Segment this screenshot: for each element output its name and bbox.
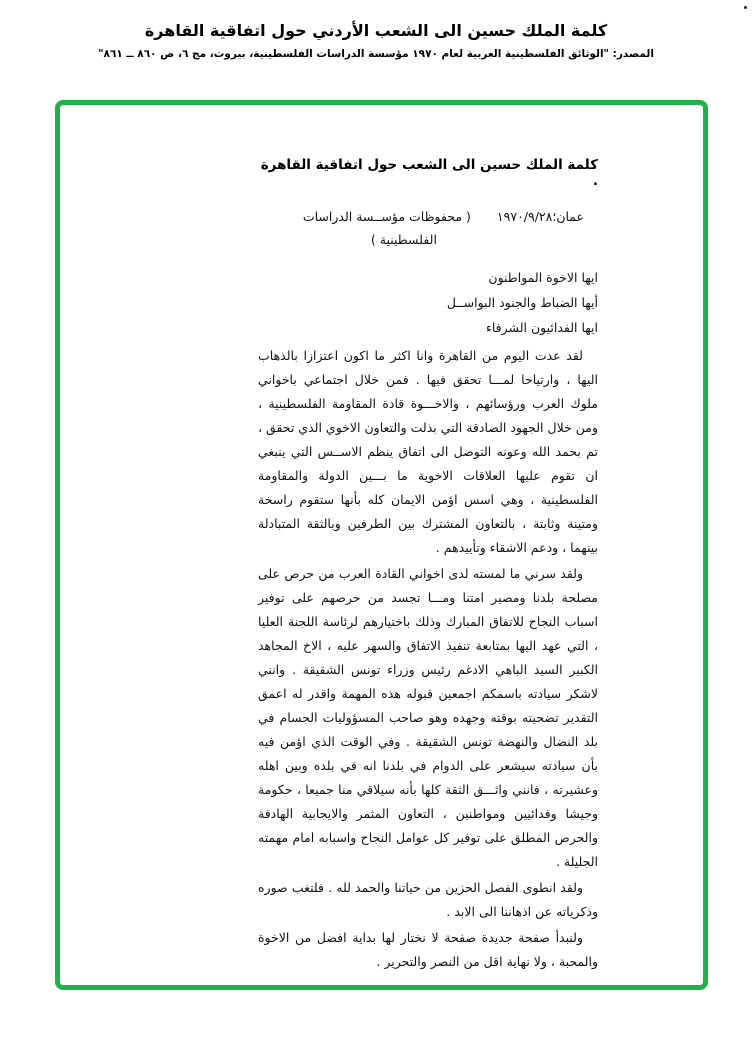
body-paragraph: ولنبدأ صفحة جديدة صفحة لا نختار لها بداية افضل من الاخوة والمحبة ، ولا نهاية اقل من النصر والتحرير . xyxy=(258,930,598,969)
salutations xyxy=(258,265,598,340)
body-paragraph: ولقد انطوى الفصل الحزين من حياتنا والحمد لله . فلتغب صوره وذكرياته عن اذهاننا الى الابد . xyxy=(258,880,598,919)
document-frame xyxy=(55,100,708,990)
body-paragraph: ولقد سرني ما لمسته لدى اخواني القادة العرب من حرص على مصلحة بلدنا ومصير امتنا ومـــا تجسد من حرصهم على توفير اسباب النجاح للاتفاق المبارك وذلك باختيارهم لرئاسة اللجنة العليا ، التي عهد اليها بمتابعة تنفيذ الاتفاق والسهر عليه ، الاخ المجاهد الكبير السيد الباهي الادغم رئيس وزراء تونس الشقيقة . وانني لاشكر سيادته باسمكم اجمعين قبوله هذه المهمة واقدر له اعمق التقدير تضحيته بوقته وجهده وهو صاحب المسؤوليات الجسام في بلد النضال والنهضة تونس الشقيقة . وفي الوقت الذي اؤمن فيه بأن سيادته سيشعر على الدوام في بلدنا انه في بلده وبين اهله وعشيرته ، فانني واثـــق الثقة كلها بأنه سيلاقي منا جميعا ، حكومة وجيشا وفدائيين ومواطنين ، التعاون المثمر والايجابية الهادفة والحرص المطلق على توفير كل عوامل النجاح واسبابه امام مهمته الجليلة . xyxy=(258,566,598,869)
source-line: المصدر: "الوثائق الفلسطينية العربية لعام ١٩٧٠ مؤسسة الدراسات الفلسطينية، بيروت، مج ٦، ص ٨٦٠ ــ ٨٦١" xyxy=(98,48,654,60)
scan-artifact-dot xyxy=(744,6,747,9)
dateline: عمان؛١٩٧٠/٩/٢٨ xyxy=(496,209,584,224)
archive-note-line2: الفلسطينية ) xyxy=(370,232,437,247)
salutation-line: ايها الاخوة المواطنون xyxy=(488,270,598,285)
salutation-line: أيها الضباط والجنود البواســل xyxy=(446,295,598,310)
document-content xyxy=(258,157,598,990)
salutation-line: ايها الفدائيون الشرفاء xyxy=(486,320,598,335)
body-paragraph: لقد عدت اليوم من القاهرة وانا اكثر ما اكون اعتزازا بالذهاب اليها ، وارتياحا لمـــا تحقق فيها . فمن خلال اجتماعي باخواني ملوك العرب ورؤسائهم ، والاخـــوة قادة المقاومة الفلسطينية ، ومن خلال الجهود الصادقة التي بذلت والتعاون الاخوي الذي تحقق ، تم بحمد الله وعونه التوصل الى اتفاق ينظم الاســس التي ينبغي ان تقوم عليها العلاقات الاخوية ما بـــين الدولة والمقاومة الفلسطينية ، وهي اسس اؤمن الايمان كله بأنها ستقوم راسخة ومتينة وثابتة ، بالتعاون المشترك بين الطرفين وبالثقة المتبادلة بينهما ، ودعم الاشقاء وتأييدهم . xyxy=(258,348,598,555)
document-title: كلمة الملك حسين الى الشعب حول اتفاقية القاهرة . xyxy=(260,157,598,189)
archive-note-line1: ( محفوظات مؤســسة الدراسات xyxy=(302,209,471,224)
archive-note xyxy=(303,205,471,251)
page-title: كلمة الملك حسين الى الشعب الأردني حول اتفاقية القاهرة xyxy=(144,21,608,40)
page-header xyxy=(0,0,752,60)
dateline-row xyxy=(258,205,584,251)
